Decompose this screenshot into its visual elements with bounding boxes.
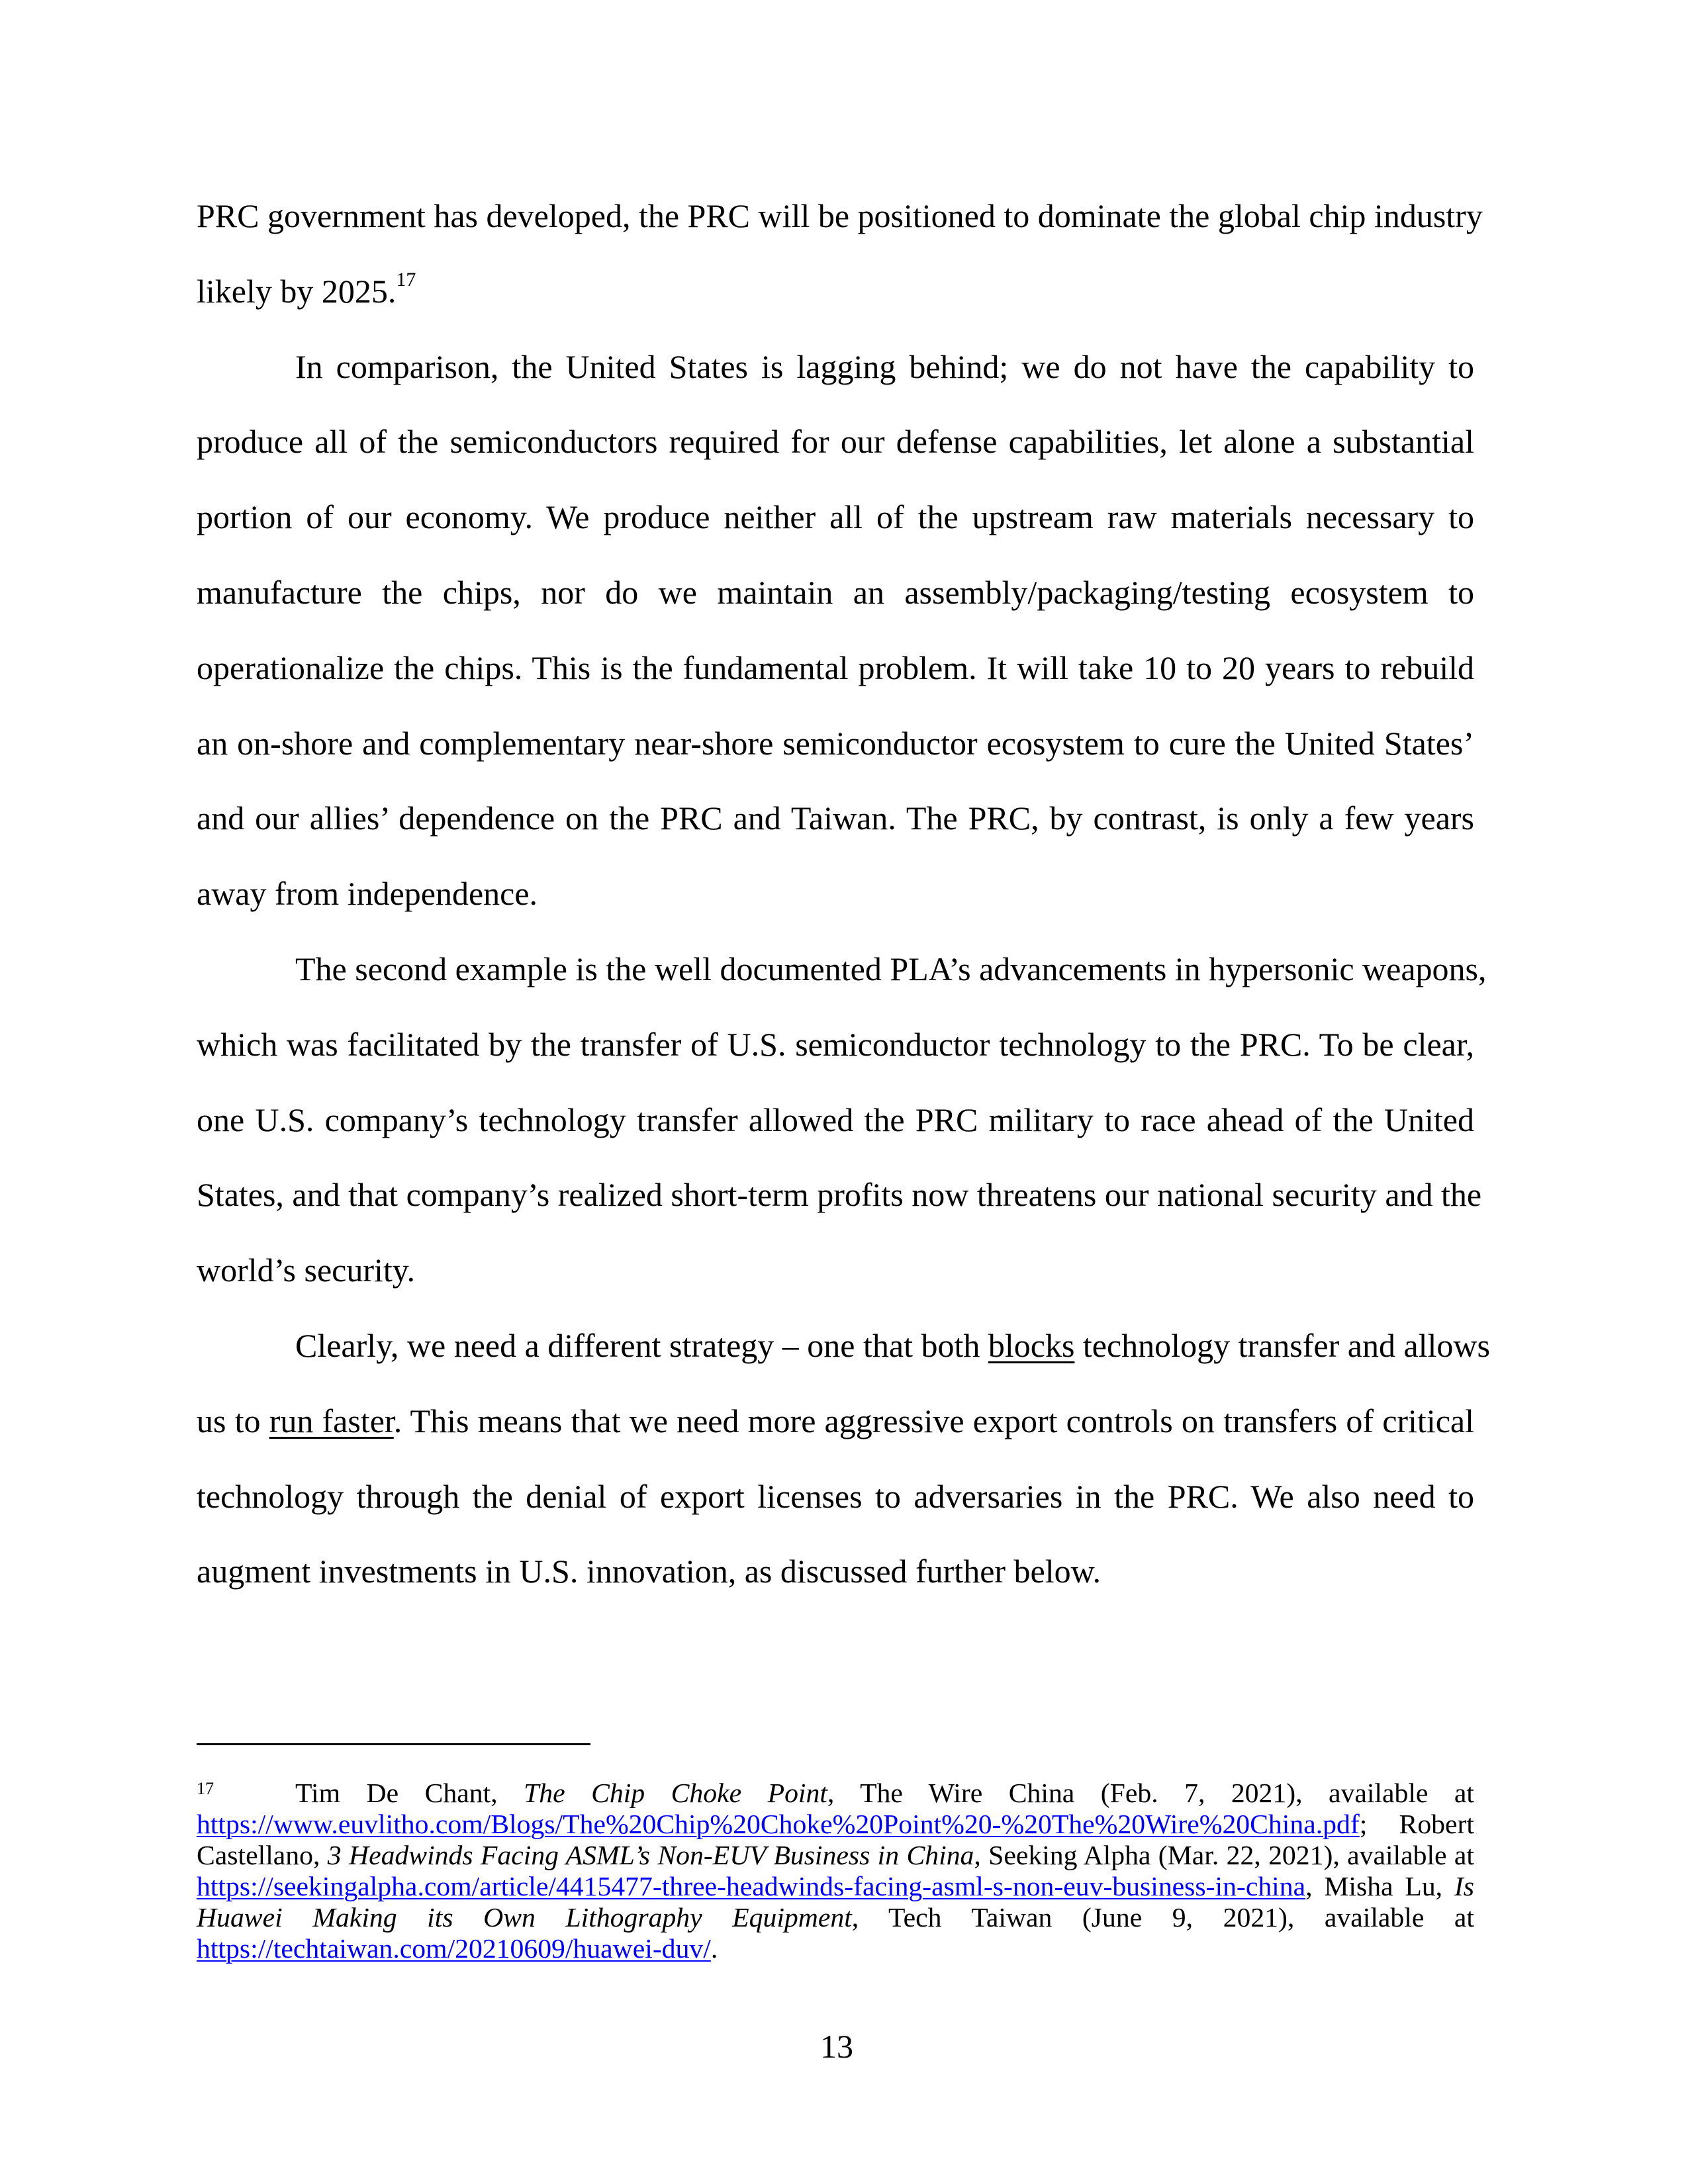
text-segment: away from independence. bbox=[197, 875, 538, 913]
footnote-reference[interactable]: 17 bbox=[396, 268, 416, 291]
text-segment: , Misha Lu, bbox=[1305, 1872, 1454, 1902]
footnote-line bbox=[197, 1903, 1474, 1934]
underlined-text: blocks bbox=[988, 1326, 1075, 1364]
text-line bbox=[197, 856, 1474, 932]
text-segment: likely by 2025. bbox=[197, 272, 397, 310]
text-segment: portion of our economy. We produce neither all of the upstream raw materials necessary to bbox=[197, 498, 1474, 536]
footnote-line bbox=[197, 1872, 1474, 1903]
text-segment: PRC government has developed, the PRC will be positioned to dominate the global chip industry bbox=[197, 197, 1483, 234]
text-line bbox=[197, 631, 1474, 706]
text-segment: Tim De Chant, bbox=[295, 1778, 524, 1809]
text-segment: world’s security. bbox=[197, 1251, 416, 1289]
text-segment: , Tech Taiwan (June 9, 2021), available at bbox=[851, 1903, 1474, 1933]
text-segment: technology transfer and allows bbox=[1074, 1326, 1490, 1364]
text-line bbox=[197, 254, 1474, 330]
footnote-divider bbox=[197, 1743, 590, 1745]
text-segment: Castellano, bbox=[197, 1841, 328, 1871]
text-line bbox=[197, 1083, 1474, 1158]
text-segment: . bbox=[710, 1934, 718, 1964]
text-segment: operationalize the chips. This is the fundamental problem. It will take 10 to 20 years to rebuild bbox=[197, 649, 1474, 686]
text-line bbox=[197, 480, 1474, 555]
text-segment: produce all of the semiconductors required for our defense capabilities, let alone a substantial bbox=[197, 423, 1474, 461]
text-line bbox=[197, 932, 1487, 1007]
text-segment: technology through the denial of export licenses to adversaries in the PRC. We also need to bbox=[197, 1477, 1474, 1515]
footnote-number: 17 bbox=[197, 1779, 214, 1798]
text-segment: States, and that company’s realized short-term profits now threatens our national security and the bbox=[197, 1176, 1482, 1214]
text-segment: The second example is the well documented PLA’s advancements in hypersonic weapons, bbox=[295, 950, 1487, 987]
text-line bbox=[197, 555, 1474, 631]
text-line bbox=[197, 179, 1483, 254]
italic-title: 3 Headwinds Facing ASML’s Non-EUV Business in China bbox=[327, 1841, 974, 1871]
citation-link[interactable]: https://seekingalpha.com/article/4415477-three-headwinds-facing-asml-s-non-euv-business-in-china bbox=[197, 1872, 1306, 1902]
text-segment: augment investments in U.S. innovation, as discussed further below. bbox=[197, 1553, 1101, 1590]
footnote-line bbox=[197, 1778, 1474, 1809]
footnote-line bbox=[197, 1841, 1474, 1872]
text-segment: one U.S. company’s technology transfer allowed the PRC military to race ahead of the United bbox=[197, 1101, 1474, 1138]
text-segment: , Seeking Alpha (Mar. 22, 2021), available at bbox=[974, 1841, 1475, 1871]
text-segment: ; Robert bbox=[1359, 1809, 1474, 1840]
text-line bbox=[197, 404, 1474, 480]
italic-title: Huawei Making its Own Lithography Equipment bbox=[197, 1903, 852, 1933]
text-line bbox=[197, 1459, 1474, 1535]
text-line bbox=[197, 1007, 1474, 1083]
text-segment: , The Wire China (Feb. 7, 2021), available at bbox=[827, 1778, 1475, 1809]
underlined-text: run faster bbox=[269, 1402, 394, 1439]
page-number: 13 bbox=[820, 2028, 853, 2065]
italic-title: Is bbox=[1454, 1872, 1474, 1902]
text-segment: and our allies’ dependence on the PRC and Taiwan. The PRC, by contrast, is only a few years bbox=[197, 799, 1474, 837]
text-line bbox=[197, 1384, 1474, 1459]
footnote-17 bbox=[197, 1778, 1474, 1965]
text-line bbox=[197, 1233, 1474, 1308]
text-line bbox=[197, 330, 1474, 405]
text-line bbox=[197, 781, 1474, 856]
italic-title: The Chip Choke Point bbox=[524, 1778, 827, 1809]
footnote-line bbox=[197, 1934, 1474, 1965]
text-line bbox=[197, 706, 1474, 782]
body-text bbox=[197, 179, 1490, 1610]
text-segment: which was facilitated by the transfer of U.S. semiconductor technology to the PRC. To be clear, bbox=[197, 1025, 1474, 1063]
citation-link[interactable]: https://www.euvlitho.com/Blogs/The%20Chip%20Choke%20Point%20-%20The%20Wire%20China.pdf bbox=[197, 1809, 1360, 1840]
text-segment: an on-shore and complementary near-shore semiconductor ecosystem to cure the United States’ bbox=[197, 724, 1474, 762]
citation-link[interactable]: https://techtaiwan.com/20210609/huawei-duv/ bbox=[197, 1934, 711, 1964]
text-segment: us to bbox=[197, 1402, 269, 1439]
text-line bbox=[197, 1534, 1474, 1610]
text-segment: manufacture the chips, nor do we maintain an assembly/packaging/testing ecosystem to bbox=[197, 573, 1474, 611]
text-segment: In comparison, the United States is lagging behind; we do not have the capability to bbox=[295, 347, 1474, 385]
text-line bbox=[197, 1158, 1482, 1233]
text-segment: . This means that we need more aggressive export controls on transfers of critical bbox=[393, 1402, 1474, 1439]
footnote-line bbox=[197, 1809, 1474, 1841]
text-line bbox=[197, 1308, 1490, 1384]
text-segment: Clearly, we need a different strategy – one that both bbox=[295, 1326, 988, 1364]
